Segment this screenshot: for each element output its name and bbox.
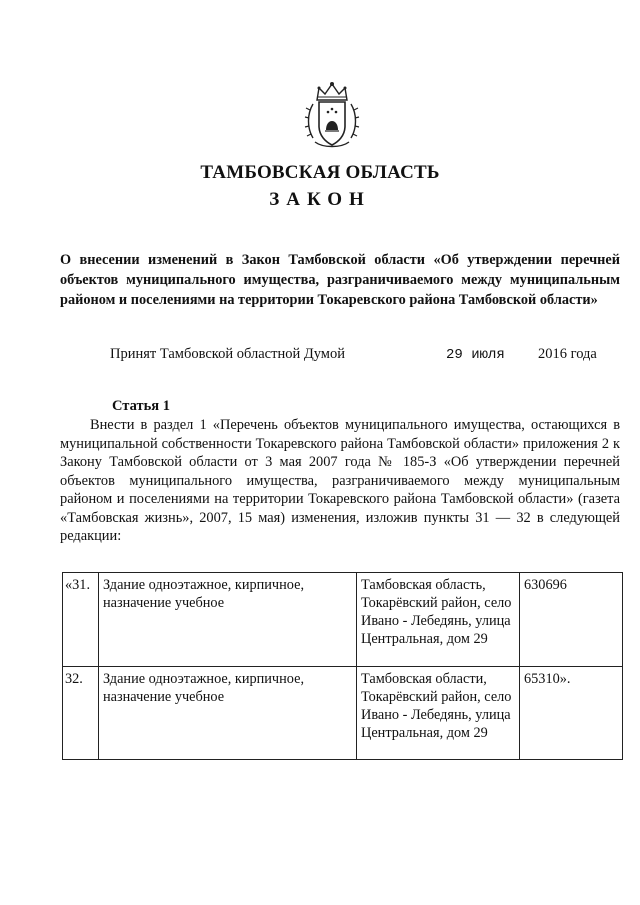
law-title: О внесении изменений в Закон Тамбовской области «Об утверждении перечней объектов муниципального имущества, разграничиваемого между муниципальным районом и поселениями на территории Токаревского района Тамбовской области» — [60, 252, 620, 308]
object-code: 65310». — [520, 667, 623, 760]
row-number: 32. — [63, 667, 99, 760]
article-body — [60, 416, 620, 546]
table-row — [63, 573, 623, 667]
adoption-year: 2016 года — [538, 346, 597, 362]
adoption-label: Принят Тамбовской областной Думой — [110, 346, 345, 362]
row-number: «31. — [63, 573, 99, 667]
object-address: Тамбовская область, Токарёвский район, село Ивано - Лебедянь, улица Центральная, дом 29 — [357, 573, 520, 667]
region-name: ТАМБОВСКАЯ ОБЛАСТЬ — [200, 162, 440, 183]
coat-of-arms-icon — [303, 80, 361, 150]
adoption-line — [110, 346, 610, 366]
article-paragraph: Внести в раздел 1 «Перечень объектов муниципального имущества, остающихся в муниципальной собственности Токаревского района Тамбовской области» приложения 2 к Закону Тамбовской области от 3 мая 2007 года № 185-З «Об утверждении перечней объектов муниципального имущества, разграничиваемого между муниципальным районом и поселениями на территории Токаревского района Тамбовской области» (газета «Тамбовская жизнь», 2007, 15 мая) изменения, изложив пункты 31 — 32 в следующей редакции: — [60, 417, 620, 544]
document-type: ЗАКОН — [269, 189, 371, 210]
table-row — [63, 667, 623, 760]
object-description: Здание одноэтажное, кирпичное, назначение учебное — [99, 667, 357, 760]
object-address: Тамбовская области, Токарёвский район, село Ивано - Лебедянь, улица Центральная, дом 29 — [357, 667, 520, 760]
article-heading: Статья 1 — [112, 398, 170, 414]
adoption-date: 29 июля — [446, 347, 505, 363]
property-table — [62, 572, 623, 760]
object-description: Здание одноэтажное, кирпичное, назначение учебное — [99, 573, 357, 667]
object-code: 630696 — [520, 573, 623, 667]
